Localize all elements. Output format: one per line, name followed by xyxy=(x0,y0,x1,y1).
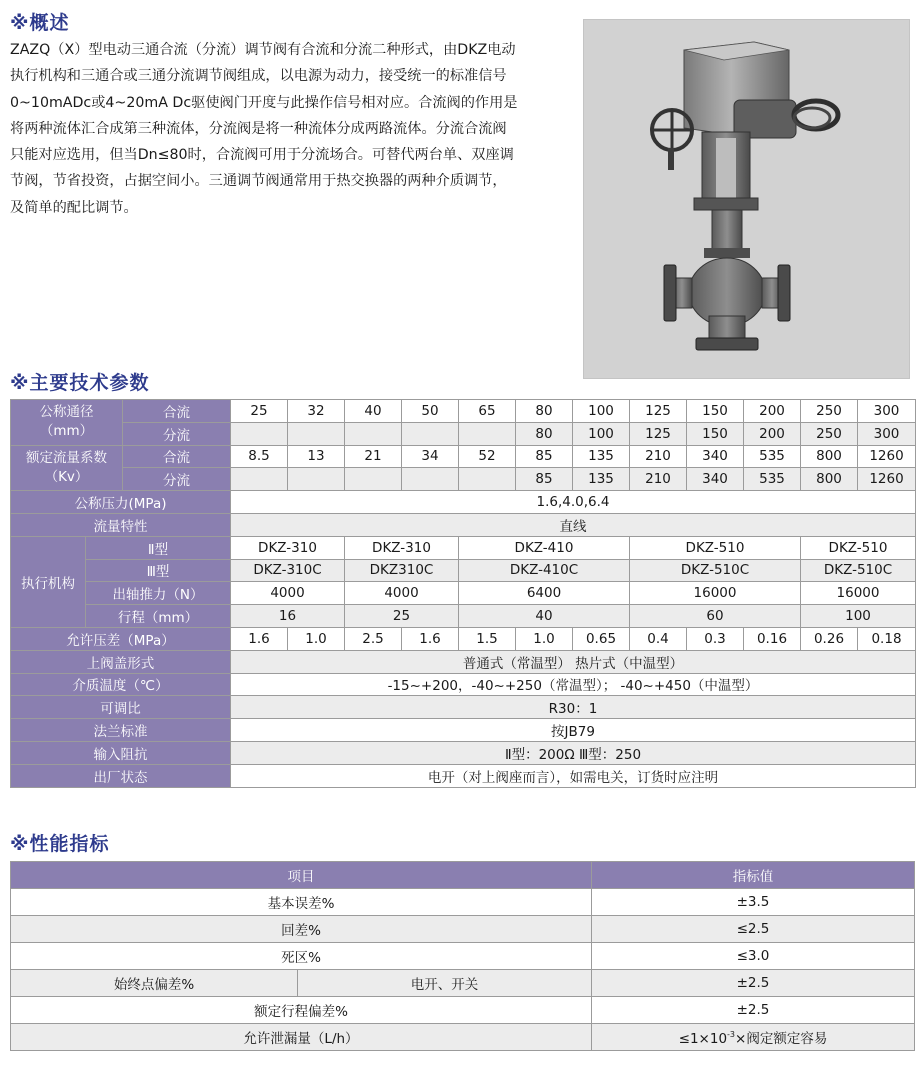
cell: DKZ-310 xyxy=(231,536,345,559)
table-row xyxy=(11,536,916,559)
valve-photo xyxy=(583,19,910,379)
table-row xyxy=(11,445,916,468)
valve-illustration xyxy=(584,20,909,378)
params-table xyxy=(10,399,916,788)
cell: 300 xyxy=(858,422,916,445)
cell: 电开（对上阀座而言），如需电关，订货时应注明 xyxy=(231,764,916,787)
table-header-row xyxy=(11,862,915,889)
row-label: 介质温度（℃） xyxy=(11,673,231,696)
perf-table xyxy=(10,861,915,1051)
table-row xyxy=(11,673,916,696)
intro-line: ZAZQ（X）型电动三通合流（分流）调节阀有合流和分流二种形式，由DKZ电动 xyxy=(10,42,516,58)
row-label: 流量特性 xyxy=(11,513,231,536)
cell: DKZ-510 xyxy=(801,536,916,559)
cell: 直线 xyxy=(231,513,916,536)
cell: 200 xyxy=(744,400,801,423)
cell: 16000 xyxy=(801,582,916,605)
cell: DKZ-410C xyxy=(459,559,630,582)
cell: 始终点偏差% xyxy=(11,970,298,997)
cell: 死区% xyxy=(11,943,592,970)
cell: 2.5 xyxy=(345,627,402,650)
kv-label: 额定流量系数 （Kv） xyxy=(11,445,123,491)
cell: -15~+200，-40~+250（常温型）； -40~+450（中温型） xyxy=(231,673,916,696)
cell: 34 xyxy=(402,445,459,468)
table-row xyxy=(11,513,916,536)
empty-cell xyxy=(231,422,288,445)
empty-cell xyxy=(459,468,516,491)
row-label: 公称压力(MPa) xyxy=(11,491,231,514)
intro-line: 节阀，节省投资，占据空间小。三通调节阀通常用于热交换器的两种介质调节， xyxy=(10,173,507,190)
cell: 210 xyxy=(630,445,687,468)
cell: 340 xyxy=(687,468,744,491)
cell: 250 xyxy=(801,400,858,423)
overview-title: ※概述 xyxy=(10,12,70,34)
cell: Ⅱ型：200Ω Ⅲ型：250 xyxy=(231,741,916,764)
cell: ±2.5 xyxy=(592,997,915,1024)
cell: 基本误差% xyxy=(11,889,592,916)
intro-paragraph xyxy=(10,37,570,221)
cell: 800 xyxy=(801,445,858,468)
cell: 25 xyxy=(345,605,459,628)
row-label: 法兰标准 xyxy=(11,719,231,742)
cell: 100 xyxy=(573,400,630,423)
cell: 40 xyxy=(345,400,402,423)
cell: 125 xyxy=(630,422,687,445)
cell: 按JB79 xyxy=(231,719,916,742)
cell: 200 xyxy=(744,422,801,445)
cell: 535 xyxy=(744,445,801,468)
cell: DKZ-310 xyxy=(345,536,459,559)
cell: 60 xyxy=(630,605,801,628)
cell: 6400 xyxy=(459,582,630,605)
intro-line: 0~10mADc或4~20mA Dc驱使阀门开度与此操作信号相对应。合流阀的作用是 xyxy=(10,94,518,111)
cell: 535 xyxy=(744,468,801,491)
empty-cell xyxy=(345,422,402,445)
cell: 16 xyxy=(231,605,345,628)
table-row xyxy=(11,916,915,943)
cell: 4000 xyxy=(345,582,459,605)
cell: 52 xyxy=(459,445,516,468)
intro-line: 及简单的配比调节。 xyxy=(10,199,138,216)
cell: 1.6 xyxy=(231,627,288,650)
row-label: 分流 xyxy=(123,422,231,445)
cell: 210 xyxy=(630,468,687,491)
cell: DKZ-510C xyxy=(801,559,916,582)
cell: 340 xyxy=(687,445,744,468)
table-row xyxy=(11,468,916,491)
cell: 1260 xyxy=(858,468,916,491)
cell: 电开、开关 xyxy=(298,970,592,997)
cell: 0.4 xyxy=(630,627,687,650)
cell: 135 xyxy=(573,445,630,468)
row-label: 出厂状态 xyxy=(11,764,231,787)
row-label: 行程（mm） xyxy=(86,605,231,628)
cell: 回差% xyxy=(11,916,592,943)
row-label: 输入阻抗 xyxy=(11,741,231,764)
params-title: ※主要技术参数 xyxy=(10,372,150,394)
row-label: 合流 xyxy=(123,400,231,423)
table-row xyxy=(11,605,916,628)
table-row xyxy=(11,696,916,719)
row-label: 合流 xyxy=(123,445,231,468)
table-row xyxy=(11,582,916,605)
table-row xyxy=(11,559,916,582)
cell: DKZ-310C xyxy=(231,559,345,582)
cell: 125 xyxy=(630,400,687,423)
cell: 80 xyxy=(516,422,573,445)
cell: 0.18 xyxy=(858,627,916,650)
cell: 25 xyxy=(231,400,288,423)
leak-value-suffix: ×阀定额定容易 xyxy=(735,1031,828,1047)
cell: 135 xyxy=(573,468,630,491)
cell: 150 xyxy=(687,400,744,423)
leak-value-prefix: ≤1×10 xyxy=(678,1031,728,1047)
cell: 1.5 xyxy=(459,627,516,650)
dn-label: 公称通径 （mm） xyxy=(11,400,123,446)
table-row xyxy=(11,422,916,445)
cell: 1.6 xyxy=(402,627,459,650)
table-row xyxy=(11,719,916,742)
cell: 32 xyxy=(288,400,345,423)
cell xyxy=(592,1024,915,1051)
cell: 40 xyxy=(459,605,630,628)
table-row xyxy=(11,764,916,787)
cell: 允许泄漏量（L/h） xyxy=(11,1024,592,1051)
table-row xyxy=(11,627,916,650)
cell: 0.65 xyxy=(573,627,630,650)
cell: 150 xyxy=(687,422,744,445)
empty-cell xyxy=(288,422,345,445)
cell: R30：1 xyxy=(231,696,916,719)
col-header-value: 指标值 xyxy=(592,862,915,889)
row-label: 可调比 xyxy=(11,696,231,719)
actuator-label: 执行机构 xyxy=(11,536,86,627)
table-row xyxy=(11,400,916,423)
row-label: 上阀盖形式 xyxy=(11,650,231,673)
col-header-item: 项目 xyxy=(11,862,592,889)
cell: 0.26 xyxy=(801,627,858,650)
empty-cell xyxy=(231,468,288,491)
cell: 800 xyxy=(801,468,858,491)
cell: 250 xyxy=(801,422,858,445)
cell: 0.16 xyxy=(744,627,801,650)
cell: 普通式（常温型） 热片式（中温型） xyxy=(231,650,916,673)
table-row xyxy=(11,889,915,916)
cell: 0.3 xyxy=(687,627,744,650)
intro-line: 执行机构和三通合或三通分流调节阀组成，以电源为动力，接受统一的标准信号 xyxy=(10,68,507,85)
cell: 额定行程偏差% xyxy=(11,997,592,1024)
cell: 4000 xyxy=(231,582,345,605)
intro-line: 将两种流体汇合成第三种流体，分流阀是将一种流体分成两路流体。分流合流阀 xyxy=(10,120,507,137)
cell: 13 xyxy=(288,445,345,468)
row-label: 出轴推力（N） xyxy=(86,582,231,605)
table-row xyxy=(11,943,915,970)
row-label: Ⅱ型 xyxy=(86,536,231,559)
empty-cell xyxy=(345,468,402,491)
empty-cell xyxy=(459,422,516,445)
table-row xyxy=(11,650,916,673)
cell: 300 xyxy=(858,400,916,423)
cell: 8.5 xyxy=(231,445,288,468)
cell: 80 xyxy=(516,400,573,423)
cell: 1.0 xyxy=(516,627,573,650)
cell: 100 xyxy=(573,422,630,445)
empty-cell xyxy=(402,468,459,491)
cell: DKZ-510C xyxy=(630,559,801,582)
cell: DKZ310C xyxy=(345,559,459,582)
cell: DKZ-410 xyxy=(459,536,630,559)
empty-cell xyxy=(402,422,459,445)
table-row xyxy=(11,1024,915,1051)
cell: 100 xyxy=(801,605,916,628)
table-row xyxy=(11,491,916,514)
cell: ±2.5 xyxy=(592,970,915,997)
table-row xyxy=(11,741,916,764)
row-label: 分流 xyxy=(123,468,231,491)
cell: 65 xyxy=(459,400,516,423)
cell: ±3.5 xyxy=(592,889,915,916)
cell: 1260 xyxy=(858,445,916,468)
perf-title: ※性能指标 xyxy=(10,833,110,855)
cell: 21 xyxy=(345,445,402,468)
cell: DKZ-510 xyxy=(630,536,801,559)
cell: 1.6,4.0,6.4 xyxy=(231,491,916,514)
cell: 16000 xyxy=(630,582,801,605)
cell: 85 xyxy=(516,445,573,468)
table-row xyxy=(11,970,915,997)
row-label: Ⅲ型 xyxy=(86,559,231,582)
cell: ≤2.5 xyxy=(592,916,915,943)
cell: 1.0 xyxy=(288,627,345,650)
intro-line: 只能对应选用，但当Dn≤80时，合流阀可用于分流场合。可替代两台单、双座调 xyxy=(10,147,514,164)
cell: 85 xyxy=(516,468,573,491)
cell: 50 xyxy=(402,400,459,423)
cell: ≤3.0 xyxy=(592,943,915,970)
leak-value-exponent: -3 xyxy=(727,1030,736,1039)
empty-cell xyxy=(288,468,345,491)
row-label: 允许压差（MPa） xyxy=(11,627,231,650)
table-row xyxy=(11,997,915,1024)
